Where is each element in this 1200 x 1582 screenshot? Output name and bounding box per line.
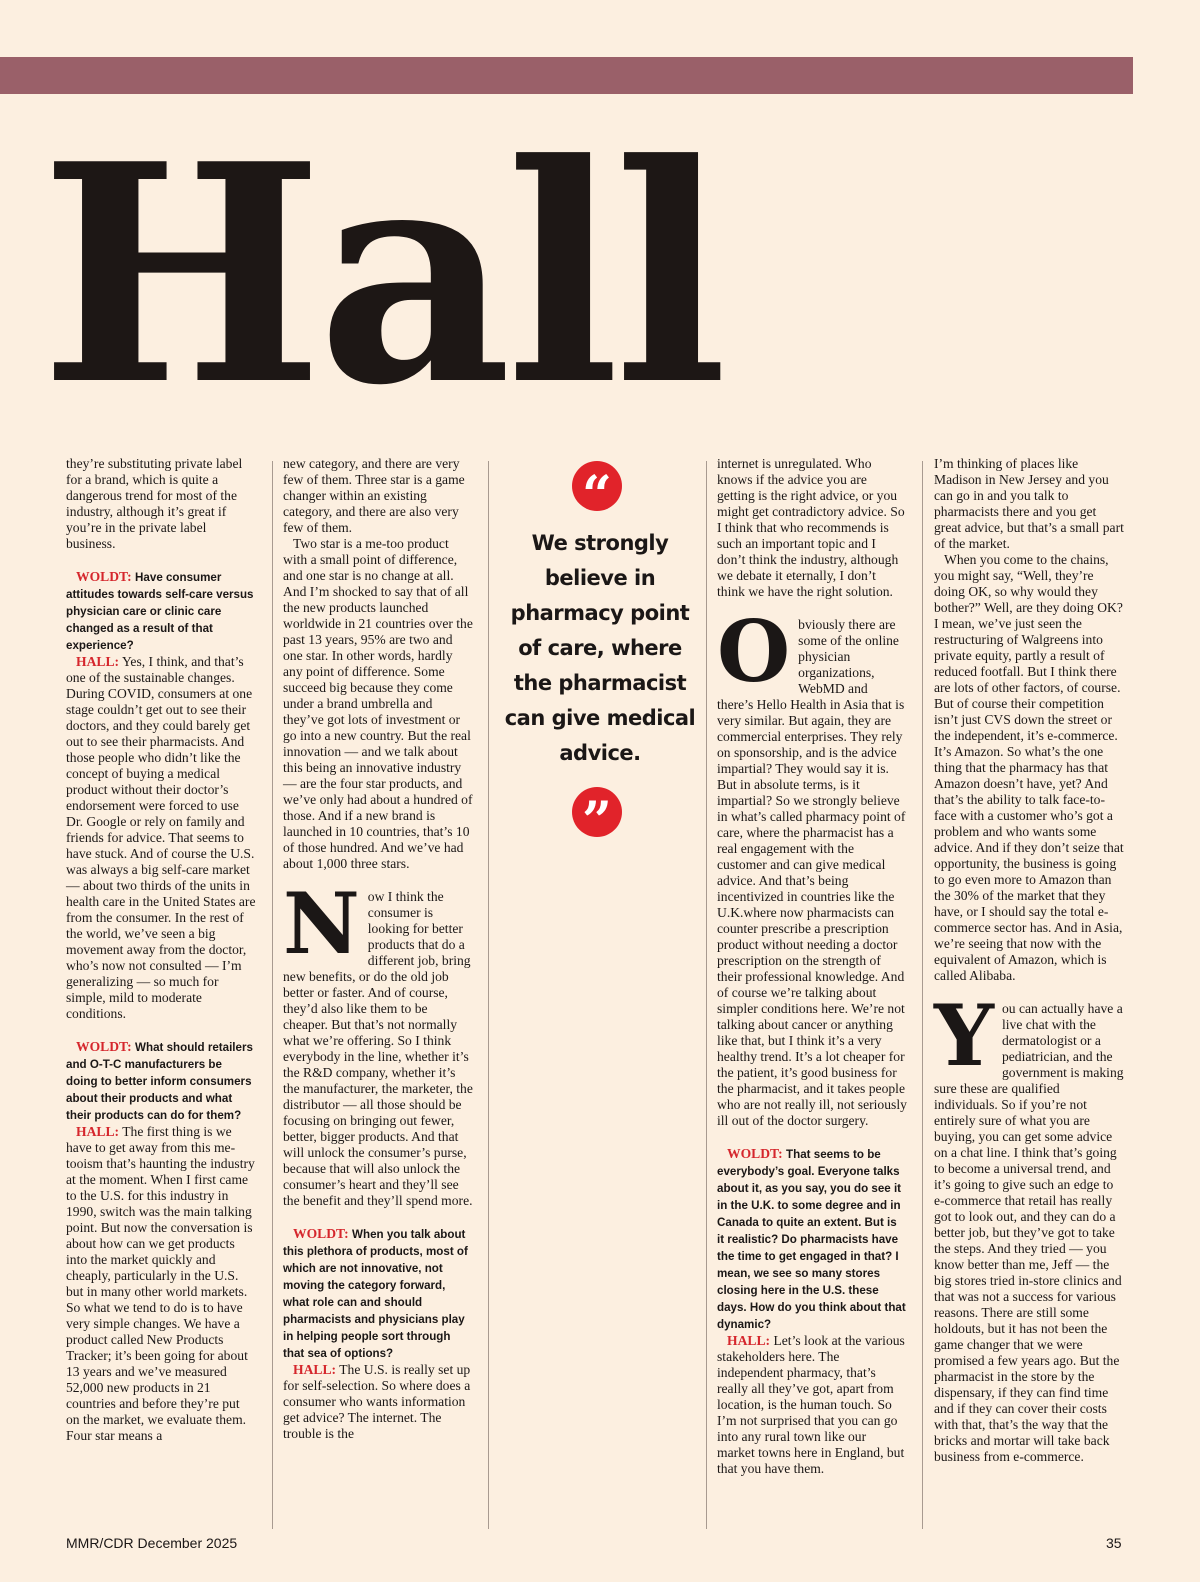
page-title: Hall [40,98,722,451]
speaker-hall: HALL: [76,1124,120,1139]
speaker-hall: HALL: [76,654,120,669]
paragraph-with-dropcap: You can actually have a live chat with the dermatologist or a pediatrician, and the government is making sure these are qualified individuals. So if you’re not entirely sure of what you are buying, you can get some advice on a chat line. I think that’s going to become a universal trend, and it’s going to give such an edge to e-commerce that retail has really got to look out, and they can do a better job, but they’ve got to take the steps. And they tried — you know better than me, Jeff — the big stores tried in-store clinics and that was not a success for various reasons. There are still some holdouts, but it has not been the game changer that we were promised a few years ago. But the pharmacist in the store by the dispensary, if they can find time and if they can cover their costs with that, that’s the way that the bricks and mortar will take back business from e-commerce. [934,986,1124,1464]
article-column-1 [66,456,256,1444]
column-divider [706,461,707,1529]
page-number: 35 [1106,1535,1122,1551]
paragraph: internet is unregulated. Who knows if the advice you are getting is the right advice, or you might get contradictory advice. So I think that who recommends is such an important topic and I don’t think the industry, although we debate it eternally, I don’t think we have the right solution. [717,456,905,599]
paragraph: I’m thinking of places like Madison in New Jersey and you can go in and you talk to pharmacists there and you get great advice, but that’s a small part of the market. [934,456,1124,551]
question: WOLDT: That seems to be everybody’s goal. Everyone talks about it, as you say, you do see it in the U.K. to some degree and in Canada to quite an extent. But is it realistic? Do pharmacists have the time to get engaged in that? I mean, we see so many stores closing here in the U.S. these days. How do you think about that dynamic? [717,1146,906,1331]
paragraph: When you come to the chains, you might say, “Well, they’re doing OK, so why would they bother?” Well, are they doing OK? I mean, we’ve just seen the restructuring of Walgreens into private equity, partly a result of reduced footfall. But I think there are lots of other factors, of course. But of course their competition isn’t just CVS down the street or the independent, it’s e-commerce. It’s Amazon. So what’s the one thing that the pharmacy has that Amazon doesn’t have, yet? And that’s the ability to talk face-to-face with a customer who’s got a problem and who wants some advice. And if they don’t seize that opportunity, the business is going to go even more to Amazon than the 30% of the market that they have, or I should say the total e-commerce sector has. And in Asia, we’re seeing that now with the equivalent of Amazon, which is called Alibaba. [934,552,1124,983]
article-column-3 [717,456,907,1477]
answer: HALL: Yes, I think, and that’s one of the sustainable changes. During COVID, consumers at one stage couldn’t get out to see their doctors, and they could barely get out to see their pharmacists. And those people who didn’t like the concept of buying a medical product without their doctor’s endorsement were forced to use Dr. Google or rely on family and friends for advice. That seems to have stuck. And of course the U.S. was always a big self-care market — about two thirds of the units in health care in the United States are from the consumer. In the rest of the world, we’ve seen a big movement away from the doctor, who’s now not consulted — I’m generalizing — so much for simple, mild to moderate conditions. [66,654,256,1021]
drop-cap: N [283,874,360,973]
speaker-woldt: WOLDT: [293,1226,349,1241]
article-column-2 [283,456,473,1442]
paragraph: new category, and there are very few of them. Three star is a game changer within an existing category, and there are also very few of them. [283,456,465,535]
speaker-woldt: WOLDT: [727,1146,783,1161]
speaker-woldt: WOLDT: [76,1039,132,1054]
question: WOLDT: What should retailers and O-T-C manufacturers be doing to better inform consumers about their products and what their products can do for them? [66,1039,253,1122]
column-divider [922,461,923,1529]
drop-cap: O [717,602,791,701]
drop-cap: Y [934,986,994,1085]
open-quote-icon: “ [572,461,622,511]
question: WOLDT: When you talk about this plethora of products, most of which are not innovative, not moving the category forward, what role can and should pharmacists and physicians play in helping people sort through that sea of options? [283,1226,468,1360]
header-color-band [0,57,1133,94]
pull-quote: We strongly believe in pharmacy point of care, where the pharmacist can give medical advice. [504,531,696,765]
article-column-4 [934,456,1124,1465]
answer: HALL: The first thing is we have to get away from this me-tooism that’s haunting the industry at the moment. When I first came to the U.S. for this industry in 1990, switch was the main talking point. But now the conversation is about how can we get products into the market quickly and cheaply, particularly in the U.S. but in many other world markets. So what we tend to do is to have very simple changes. We have a product called New Products Tracker; it’s been going for about 13 years and we’ve measured 52,000 new products in 21 countries and before they’re put on the market, we evaluate them. Four star means a [66,1124,255,1443]
paragraph: Two star is a me-too product with a small point of difference, and one star is no change at all. And I’m shocked to say that of all the new products launched worldwide in 21 countries over the past 13 years, 95% are two and one star. In other words, hardly any point of difference. Some succeed big because they come under a brand umbrella and they’ve got lots of investment or go into a new country. But the real innovation — and we talk about this being an innovative industry — are the four star products, and we’ve only had about a hundred of those. And if a new brand is launched in 10 countries, that’s 10 of those hundred. And we’ve had about 1,000 three stars. [283,536,473,871]
speaker-woldt: WOLDT: [76,569,132,584]
footer-publication: MMR/CDR December 2025 [66,1535,238,1551]
paragraph-with-dropcap: Obviously there are some of the online physician organizations, WebMD and there’s Hello Health in Asia that is very similar. But again, they are commercial enterprises. They rely on sponsorship, and is the advice impartial? They would say it is. But in absolute terms, is it impartial? So we strongly believe in what’s called pharmacy point of care, where the pharmacist has a real engagement with the customer and can give medical advice. And that’s being incentivized in countries like the U.K.where now pharmacists can counter prescribe a prescription product without needing a doctor prescription on the strength of their professional knowledge. And of course we’re talking about simpler conditions here. We’re not talking about cancer or anything like that, but I think it’s a very healthy trend. It’s a lot cheaper for the patient, it’s good business for the pharmacist, and it takes people who are not really ill, not seriously ill out of the doctor surgery. [717,602,907,1128]
question: WOLDT: Have consumer attitudes towards self-care versus physician care or clinic care changed as a result of that experience? [66,569,254,652]
close-quote-icon: ” [572,787,622,837]
speaker-hall: HALL: [293,1362,337,1377]
speaker-hall: HALL: [727,1333,771,1348]
paragraph: they’re substituting private label for a brand, which is quite a dangerous trend for most of the industry, although it’s great if you’re in the private label business. [66,456,243,551]
column-divider [488,461,489,1529]
answer: HALL: The U.S. is really set up for self-selection. So where does a consumer who wants information get advice? The internet. The trouble is the [283,1362,471,1441]
paragraph-with-dropcap: Now I think the consumer is looking for better products that do a different job, bring new benefits, or do the old job better or faster. And of course, they’d also like them to be cheaper. But that’s not normally what we’re offering. So I think everybody in the line, whether it’s the R&D company, whether it’s the manufacturer, the marketer, the distributor — all those should be focusing on bringing out fewer, better, bigger products. And that will unlock the consumer’s purse, because that will also unlock the consumer’s heart and they’ll see the benefit and they’ll spend more. [283,874,473,1208]
answer: HALL: Let’s look at the various stakeholders here. The independent pharmacy, that’s really all they’ve got, apart from location, is the human touch. So I’m not surprised that you can go into any rural town like our market towns here in England, but that you have them. [717,1333,905,1476]
column-divider [272,461,273,1529]
